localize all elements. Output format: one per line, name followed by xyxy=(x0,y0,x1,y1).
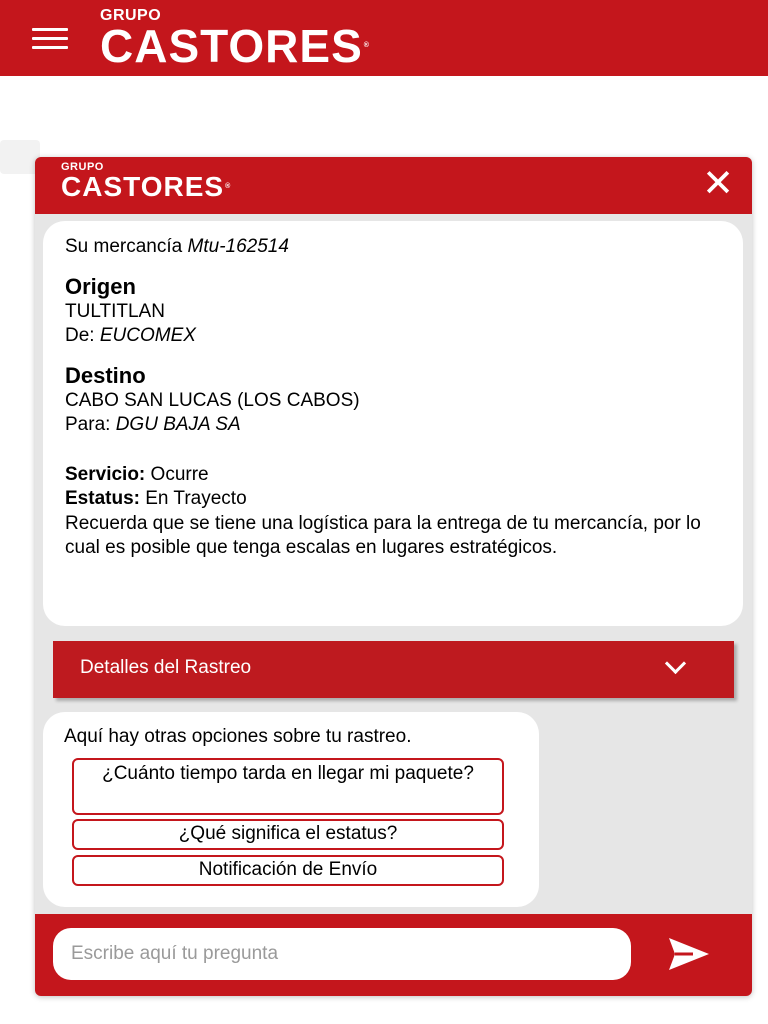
question-input[interactable] xyxy=(53,928,631,980)
option-shipping-notification-button[interactable]: Notificación de Envío xyxy=(72,855,504,886)
tracking-message-bubble xyxy=(43,221,743,626)
chat-logo-grupo-text: GRUPO xyxy=(61,161,104,173)
background-page-element xyxy=(0,140,40,174)
destination-recipient: Para: DGU BAJA SA xyxy=(65,414,241,435)
chat-widget xyxy=(35,157,752,996)
tracking-intro: Su mercancía Mtu-162514 xyxy=(65,236,289,257)
tracking-details-accordion[interactable] xyxy=(53,641,734,698)
chat-logo-name-text: CASTORES® xyxy=(61,171,232,202)
logo-grupo-text: GRUPO xyxy=(100,7,162,24)
close-icon[interactable]: ✕ xyxy=(702,163,734,205)
options-intro: Aquí hay otras opciones sobre tu rastreo. xyxy=(64,726,412,747)
top-navbar xyxy=(0,0,768,76)
origin-city: TULTITLAN xyxy=(65,300,165,322)
chat-brand-logo xyxy=(61,161,231,201)
option-delivery-time-button[interactable]: ¿Cuánto tiempo tarda en llegar mi paquete? xyxy=(72,758,504,815)
origin-heading: Origen xyxy=(65,273,136,299)
tracking-details-label: Detalles del Rastreo xyxy=(80,657,252,678)
chevron-down-icon[interactable] xyxy=(665,653,686,674)
logo-name-text: CASTORES® xyxy=(100,20,370,72)
status-line: Estatus: En Trayecto xyxy=(65,488,247,509)
brand-logo[interactable] xyxy=(100,7,370,72)
chat-input-bar xyxy=(35,914,752,996)
tracking-id: Mtu-162514 xyxy=(187,236,289,257)
service-line: Servicio: Ocurre xyxy=(65,463,209,485)
hamburger-menu-icon[interactable] xyxy=(32,28,68,50)
logistics-note: Recuerda que se tiene una logística para la entrega de tu mercancía, por lo cual es posible que tenga escalas en lugares estratégicos. xyxy=(65,512,701,558)
destination-heading: Destino xyxy=(65,362,146,388)
chat-header xyxy=(35,157,752,214)
option-status-meaning-button[interactable]: ¿Qué significa el estatus? xyxy=(72,819,504,850)
origin-sender: De: EUCOMEX xyxy=(65,325,196,346)
send-icon[interactable] xyxy=(667,934,711,974)
destination-city: CABO SAN LUCAS (LOS CABOS) xyxy=(65,389,360,411)
options-message-bubble xyxy=(43,712,539,907)
